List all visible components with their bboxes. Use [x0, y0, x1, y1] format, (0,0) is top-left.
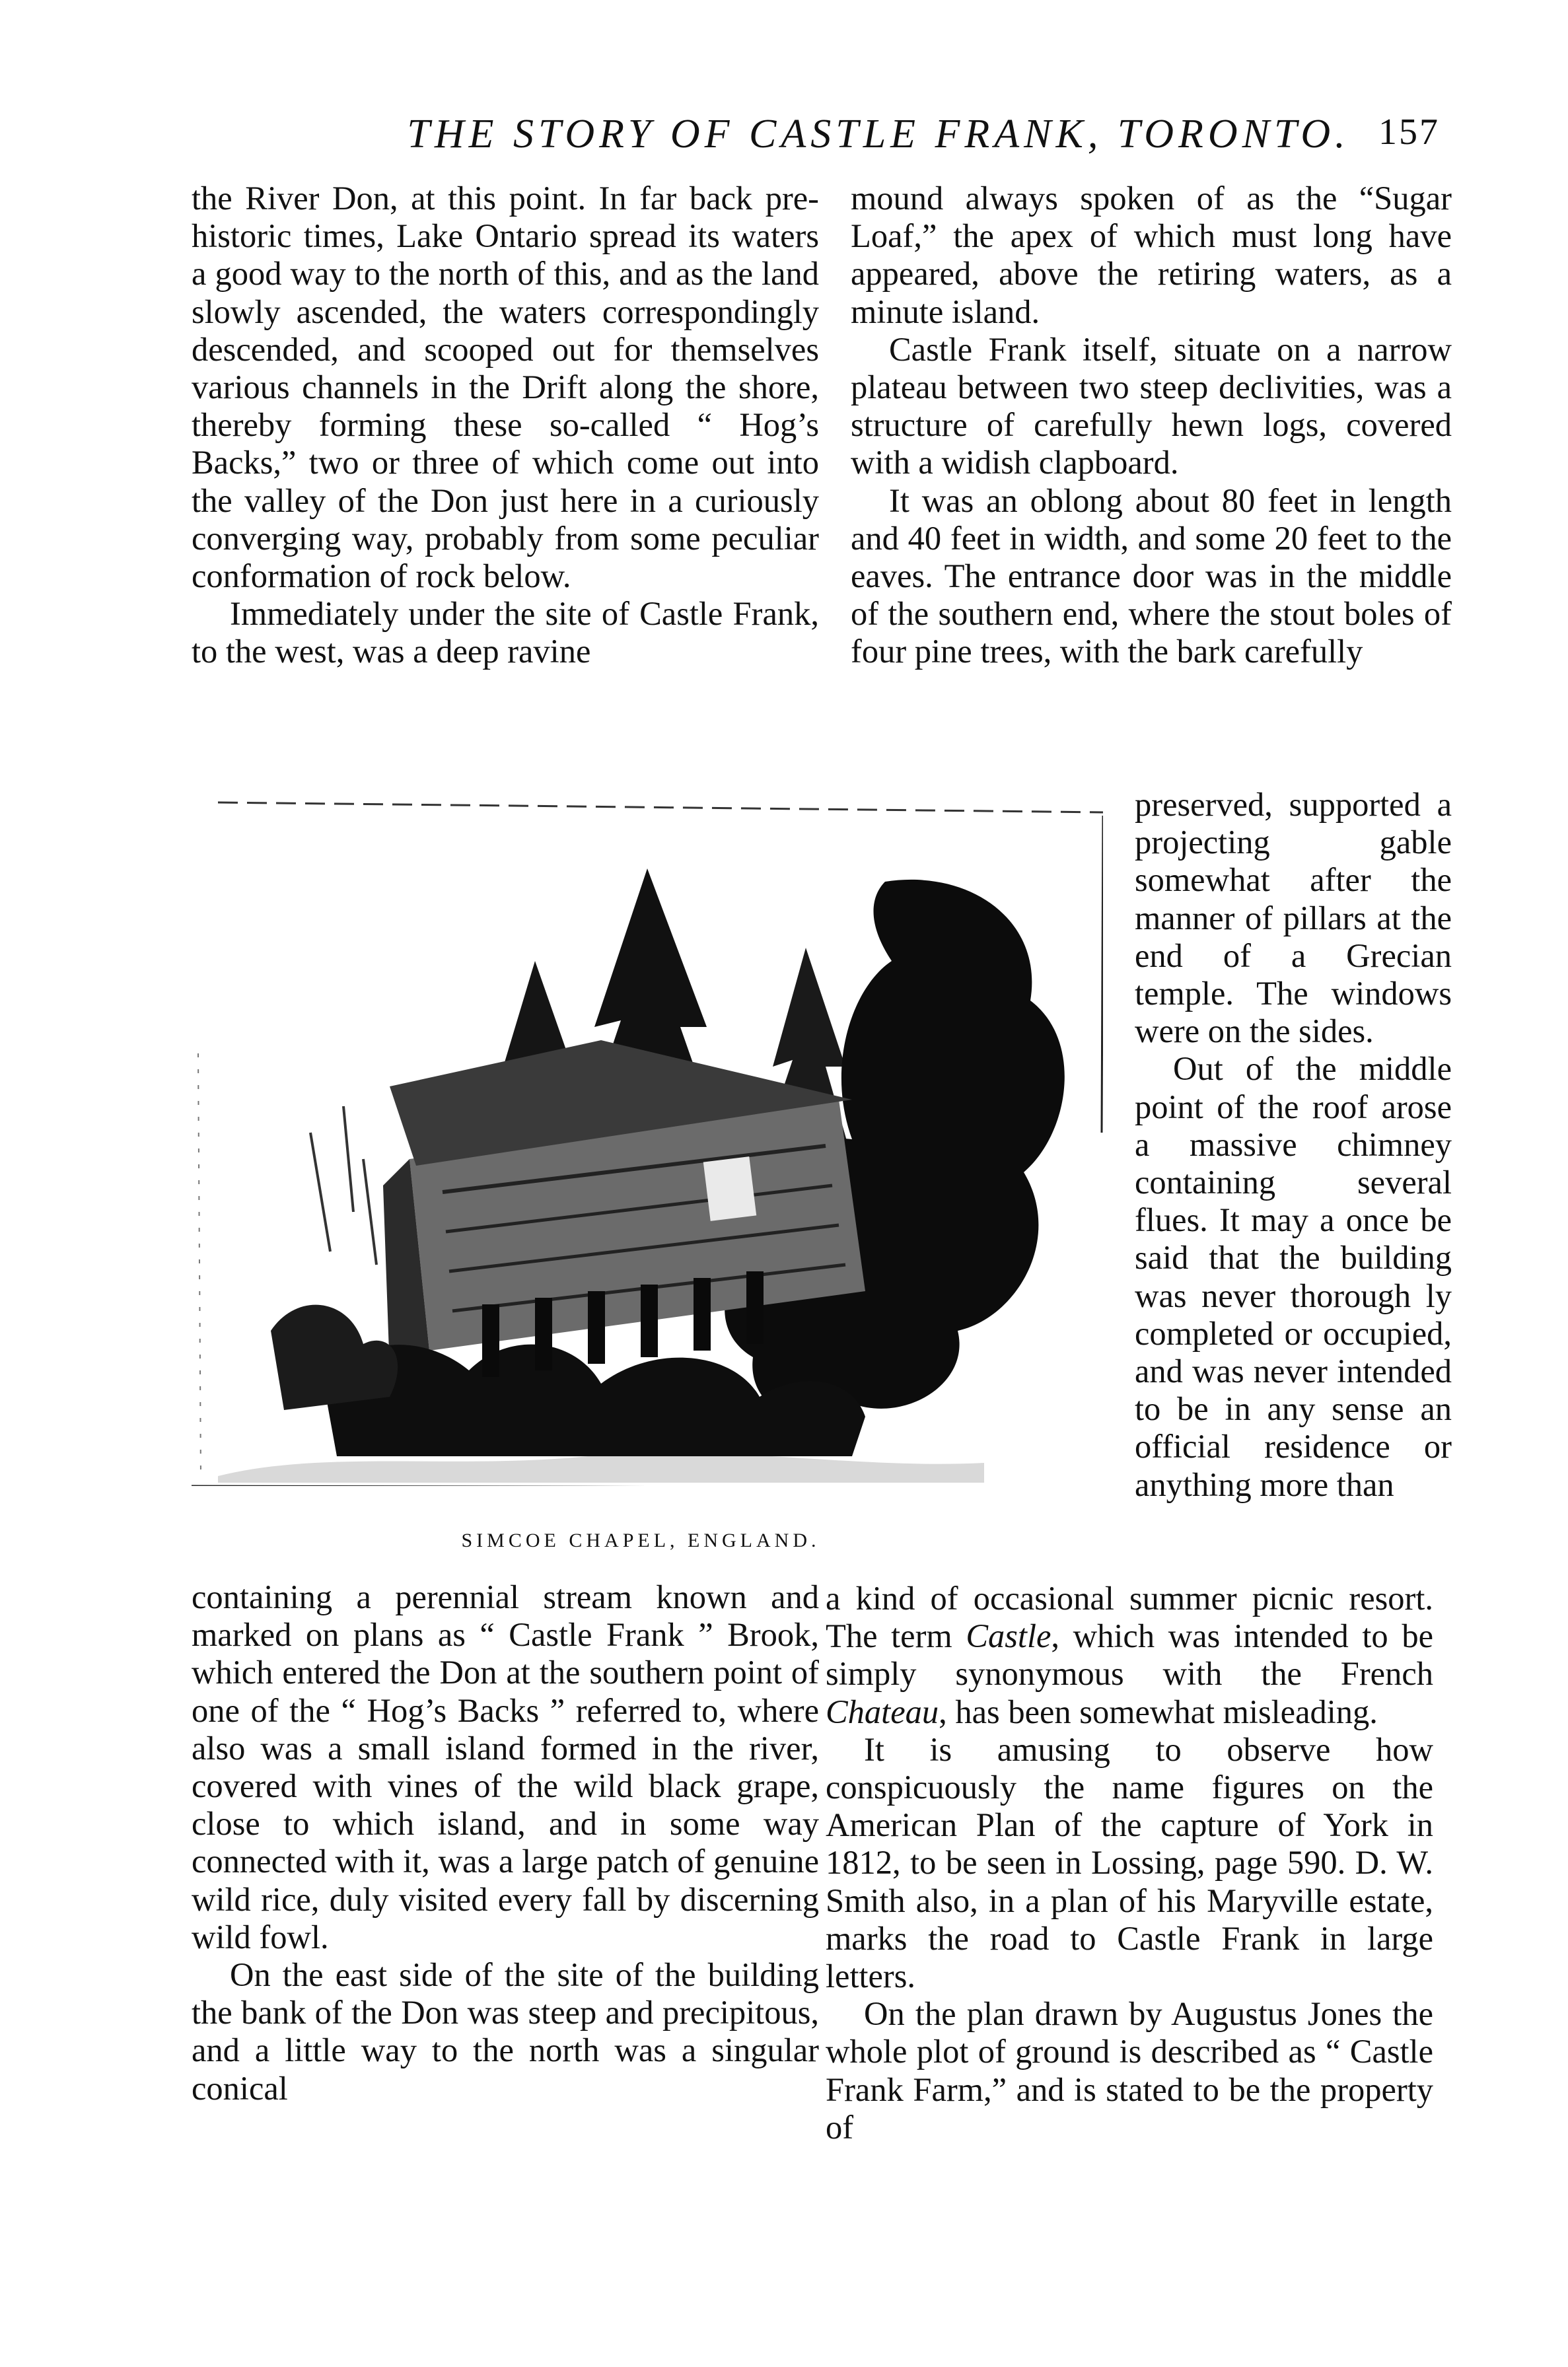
- text-run: , which was intended to be simply synonymous with the French: [826, 1617, 1433, 1693]
- right-column-bottom: [826, 1580, 1433, 2146]
- paragraph: It is amusing to observe how conspicuously the name figures on the American Plan of the capture of York in 1812, to be seen in Lossing, page 590. D. W. Smith also, in a plan of his Maryville estate, marks the road to Castle Frank in large letters.: [826, 1730, 1433, 1995]
- italic-term-castle: Castle: [966, 1617, 1051, 1655]
- paragraph: On the plan drawn by Augustus Jones the whole plot of ground is described as “ Castle Frank Farm,” and is stated to be the property of: [826, 1995, 1433, 2146]
- italic-term-chateau: Chateau: [826, 1693, 939, 1730]
- paragraph: mound always spoken of as the “Sugar Loaf,” the apex of which must long have appeared, above the retiring waters, as a minute island.: [851, 180, 1452, 330]
- left-column-bottom: [192, 1578, 819, 2107]
- left-column-top: [192, 180, 819, 671]
- paragraph: Immediately under the site of Castle Frank, to the west, was a deep ravine: [192, 595, 819, 670]
- right-column-beside-figure: [1135, 786, 1452, 1504]
- paragraph: preserved, supported a projecting gable somewhat after the manner of pillars at the end of a Grecian temple. The windows were on the sides.: [1135, 786, 1452, 1050]
- text-run: , has been somewhat misleading.: [939, 1693, 1378, 1730]
- paragraph: [826, 1580, 1433, 1731]
- running-title: THE STORY OF CASTLE FRANK, TORONTO.: [407, 112, 1350, 157]
- paragraph: On the east side of the site of the building the bank of the Don was steep and precipitous, and a little way to the north was a singular conical: [192, 1956, 819, 2107]
- chapel-engraving-image: [192, 789, 1103, 1486]
- text-run: a kind of occasional summer picnic resort. The term: [826, 1580, 1433, 1655]
- paragraph: the River Don, at this point. In far back pre-historic times, Lake Ontario spread its waters a good way to the north of this, and as the land slowly ascended, the waters correspondingly descended, and scooped out for themselves various channels in the Drift along the shore, thereby forming these so-called “ Hog’s Backs,” two or three of which come out into the valley of the Don just here in a curiously converging way, probably from some peculiar conformation of rock below.: [192, 180, 819, 595]
- right-column-top: [851, 180, 1452, 671]
- engraving-illustration: [192, 789, 1103, 1486]
- page-number: 157: [1378, 112, 1440, 153]
- paragraph: containing a perennial stream known and marked on plans as “ Castle Frank ” Brook, which entered the Don at the southern point of one of the “ Hog’s Backs ” referred to, where also was a small island formed in the river, covered with vines of the wild black grape, close to which island, and in some way connected with it, was a large patch of genuine wild rice, duly visited every fall by discerning wild fowl.: [192, 1578, 819, 1956]
- figure-caption: SIMCOE CHAPEL, ENGLAND.: [461, 1530, 820, 1551]
- paragraph: Out of the middle point of the roof arose a massive chimney containing several flues. It may a once be said that the building was never thorough ly completed or occupied, and was never intended to be in any sense an official residence or anything more than: [1135, 1050, 1452, 1503]
- paragraph: Castle Frank itself, situate on a narrow plateau between two steep declivities, was a structure of carefully hewn logs, covered with a widish clapboard.: [851, 330, 1452, 481]
- paragraph: It was an oblong about 80 feet in length and 40 feet in width, and some 20 feet to the eaves. The entrance door was in the middle of the southern end, where the stout boles of four pine trees, with the bark carefully: [851, 481, 1452, 670]
